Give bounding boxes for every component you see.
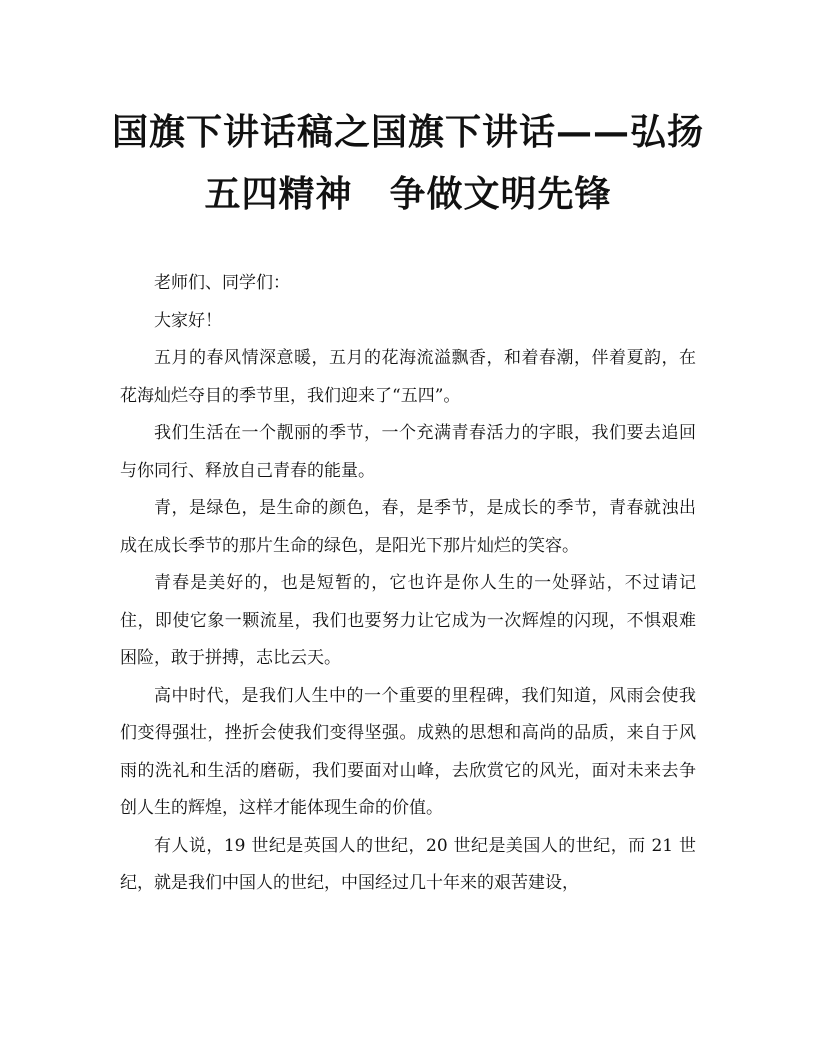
body-paragraph: 高中时代，是我们人生中的一个重要的里程碑，我们知道，风雨会使我们变得强壮，挫折会使我们变得坚强。成熟的思想和高尚的品质，来自于风雨的洗礼和生活的磨砺，我们要面对山峰，去欣赏它的风光，面对未来去争创人生的辉煌，这样才能体现生命的价值。	[120, 685, 696, 818]
document-title-line-1: 国旗下讲话稿之国旗下讲话——弘扬	[111, 111, 704, 153]
salutation-paragraph: 大家好！	[154, 310, 222, 331]
document-body	[120, 265, 696, 903]
body-paragraph: 有人说，19 世纪是英国人的世纪，20 世纪是美国人的世纪，而 21 世纪，就是我们中国人的世纪，中国经过几十年来的艰苦建设，	[120, 835, 696, 893]
body-paragraph: 青春是美好的，也是短暂的，它也许是你人生的一处驿站，不过请记住，即使它象一颗流星，我们也要努力让它成为一次辉煌的闪现，不惧艰难困险，敢于拼搏，志比云天。	[120, 573, 696, 668]
body-paragraph: 我们生活在一个靓丽的季节，一个充满青春活力的字眼，我们要去追回与你同行、释放自己青春的能量。	[120, 423, 696, 481]
document-title-line-2: 五四精神 争做文明先锋	[204, 173, 612, 215]
greeting-paragraph: 老师们、同学们：	[154, 273, 290, 293]
body-paragraph: 青，是绿色，是生命的颜色，春，是季节，是成长的季节，青春就浊出成在成长季节的那片生命的绿色，是阳光下那片灿烂的笑容。	[120, 498, 696, 556]
body-paragraph: 五月的春风情深意暖，五月的花海流溢飘香，和着春潮，伴着夏韵，在花海灿烂夺目的季节里，我们迎来了“五四”。	[120, 348, 696, 406]
